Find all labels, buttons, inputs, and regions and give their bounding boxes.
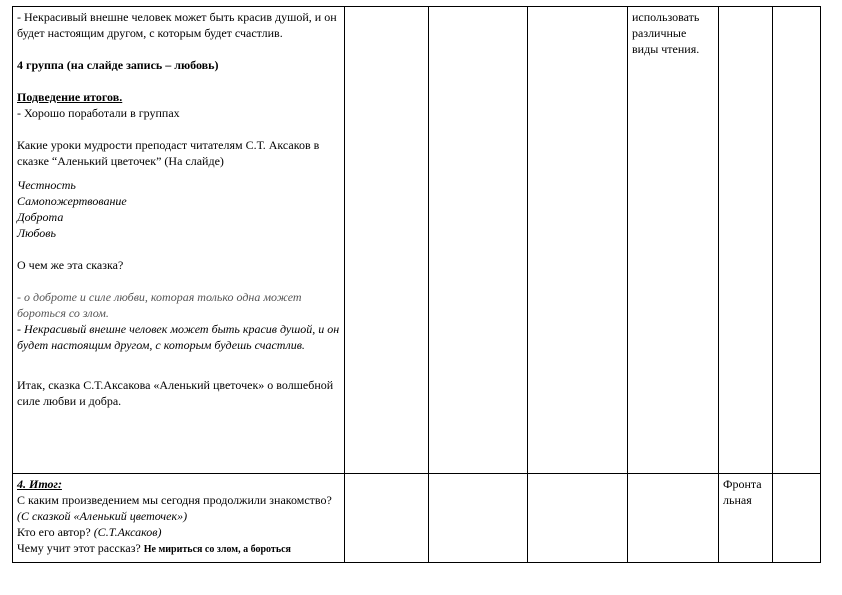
empty-cell — [429, 474, 528, 563]
result-heading: 4. Итог: — [17, 477, 62, 491]
empty-cell — [773, 474, 821, 563]
lesson-plan-table — [12, 6, 821, 563]
group-4-label: 4 группа (на слайде запись – любовь) — [17, 58, 219, 72]
empty-cell — [773, 7, 821, 474]
value-item: Честность — [17, 178, 76, 192]
question-about: О чем же эта сказка? — [17, 258, 124, 272]
lesson-content-cell — [13, 7, 345, 474]
question-lessons: Какие уроки мудрости преподаст читателям С.Т. Аксаков в сказке “Аленький цветочек” (На слайде) — [17, 138, 320, 168]
empty-cell — [628, 474, 719, 563]
value-item: Самопожертвование — [17, 194, 127, 208]
empty-cell — [528, 7, 628, 474]
summary-cell — [13, 474, 345, 563]
value-item: Любовь — [17, 226, 56, 240]
question-line — [17, 492, 340, 524]
empty-cell — [345, 7, 429, 474]
question-text: Чему учит этот рассказ? — [17, 541, 141, 555]
work-form-cell — [719, 474, 773, 563]
summary-heading: Подведение итогов. — [17, 90, 123, 104]
answer-kindness: - о доброте и силе любви, которая только одна может бороться со злом. — [17, 290, 302, 320]
answer-text: (С.Т.Аксаков) — [93, 525, 162, 539]
empty-cell — [528, 474, 628, 563]
empty-cell — [429, 7, 528, 474]
answer-text: Не мириться со злом, а бороться — [143, 544, 291, 555]
empty-cell — [345, 474, 429, 563]
table-row — [13, 7, 821, 474]
activity-cell — [628, 7, 719, 474]
value-item: Доброта — [17, 210, 64, 224]
summary-line: - Хорошо поработали в группах — [17, 106, 180, 120]
answer-text: (С сказкой «Аленький цветочек») — [17, 509, 188, 523]
question-line — [17, 524, 340, 540]
question-text: С каким произведением мы сегодня продолжили знакомство? — [17, 493, 332, 507]
question-line — [17, 540, 340, 558]
table-row — [13, 474, 821, 563]
empty-cell — [719, 7, 773, 474]
work-form-text: Фронта льная — [723, 477, 762, 507]
text-line: - Некрасивый внешне человек может быть красив душой, и он будет настоящим другом, с которым будет счастлив. — [17, 10, 337, 40]
answer-inner-beauty: - Некрасивый внешне человек может быть красив душой, и он будет настоящим другом, с которым будешь счастлив. — [17, 322, 340, 352]
reading-types-text: использовать различные виды чтения. — [632, 10, 700, 56]
conclusion-text: Итак, сказка С.Т.Аксакова «Аленький цветочек» о волшебной силе любви и добра. — [17, 378, 334, 408]
question-text: Кто его автор? — [17, 525, 91, 539]
